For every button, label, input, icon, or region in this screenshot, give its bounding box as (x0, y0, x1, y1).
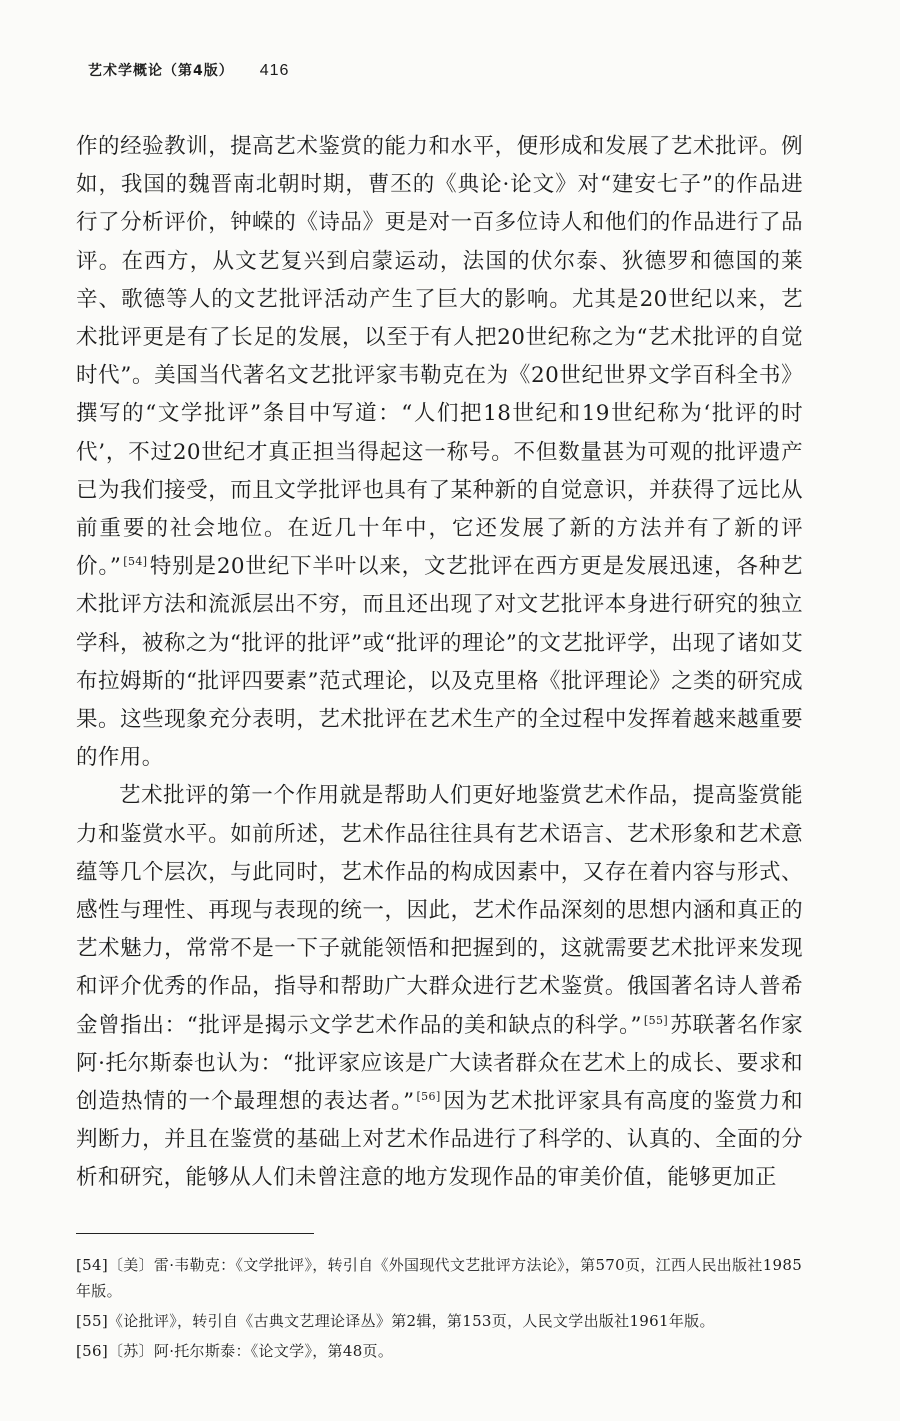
page-number: 416 (259, 62, 290, 79)
footnote-divider (76, 1233, 314, 1234)
footnote-ref-56[interactable]: [56] (416, 1089, 441, 1103)
footnote-ref-55[interactable]: [55] (643, 1013, 669, 1027)
paragraph-text: 作的经验教训，提高艺术鉴赏的能力和水平，便形成和发展了艺术批评。例如，我国的魏晋南北朝时期，曹丕的《典论·论文》对“建安七子”的作品进行了分析评价，钟嵘的《诗品》更是对一百多位诗人和他们的作品进行了品评。在西方，从文艺复兴到启蒙运动，法国的伏尔泰、狄德罗和德国的莱辛、歌德等人的文艺批评活动产生了巨大的影响。尤其是20世纪以来，艺术批评更是有了长足的发展，以至于有人把20世纪称之为“艺术批评的自觉时代”。美国当代著名文艺批评家韦勒克在为《20世纪世界文学百科全书》撰写的“文学批评”条目中写道：“人们把18世纪和19世纪称为‘批评的时代’，不过20世纪才真正担当得起这一称号。不但数量甚为可观的批评遗产已为我们接受，而且文学批评也具有了某种新的自觉意识，并获得了远比从前重要的社会地位。在近几十年中，它还发展了新的方法并有了新的评价。” (76, 134, 803, 580)
paragraph-2 (76, 777, 803, 1197)
paragraph-1 (76, 128, 803, 777)
paragraph-text: 因为艺术批评家具有高度的鉴赏力和判断力，并且在鉴赏的基础上对艺术作品进行了科学的、认真的、全面的分析和研究，能够从人们未曾注意的地方发现作品的审美价值，能够更加正 (76, 1089, 803, 1191)
footnotes (76, 1252, 803, 1368)
paragraph-text: 特别是20世纪下半叶以来，文艺批评在西方更是发展迅速，各种艺术批评方法和流派层出不穷，而且还出现了对文艺批评本身进行研究的独立学科，被称之为“批评的批评”或“批评的理论”的文艺批评学，出现了诸如艾布拉姆斯的“批评四要素”范式理论，以及克里格《批评理论》之类的研究成果。这些现象充分表明，艺术批评在艺术生产的全过程中发挥着越来越重要的作用。 (76, 554, 803, 771)
book-title: 艺术学概论（第4版） (88, 63, 234, 79)
body-text (76, 128, 803, 1198)
footnote-ref-54[interactable]: [54] (123, 555, 148, 569)
footnote-55: [55]《论批评》，转引自《古典文艺理论译丛》第2辑，第153页，人民文学出版社1961年版。 (76, 1312, 715, 1330)
paragraph-text: 苏联著名作家阿·托尔斯泰也认为：“批评家应该是广大读者群众在艺术上的成长、要求和创造热情的一个最理想的表达者。” (76, 1012, 803, 1115)
running-header (88, 60, 289, 80)
footnote-54: [54]〔美〕雷·韦勒克：《文学批评》，转引自《外国现代文艺批评方法论》，第570页，江西人民出版社1985年版。 (76, 1256, 803, 1300)
footnote-56: [56]〔苏〕阿·托尔斯泰：《论文学》，第48页。 (76, 1342, 394, 1360)
paragraph-text: 艺术批评的第一个作用就是帮助人们更好地鉴赏艺术作品，提高鉴赏能力和鉴赏水平。如前所述，艺术作品往往具有艺术语言、艺术形象和艺术意蕴等几个层次，与此同时，艺术作品的构成因素中，又存在着内容与形式、感性与理性、再现与表现的统一，因此，艺术作品深刻的思想内涵和真正的艺术魅力，常常不是一下子就能领悟和把握到的，这就需要艺术批评来发现和评介优秀的作品，指导和帮助广大群众进行艺术鉴赏。俄国著名诗人普希金曾指出：“批评是揭示文学艺术作品的美和缺点的科学。” (76, 783, 803, 1038)
